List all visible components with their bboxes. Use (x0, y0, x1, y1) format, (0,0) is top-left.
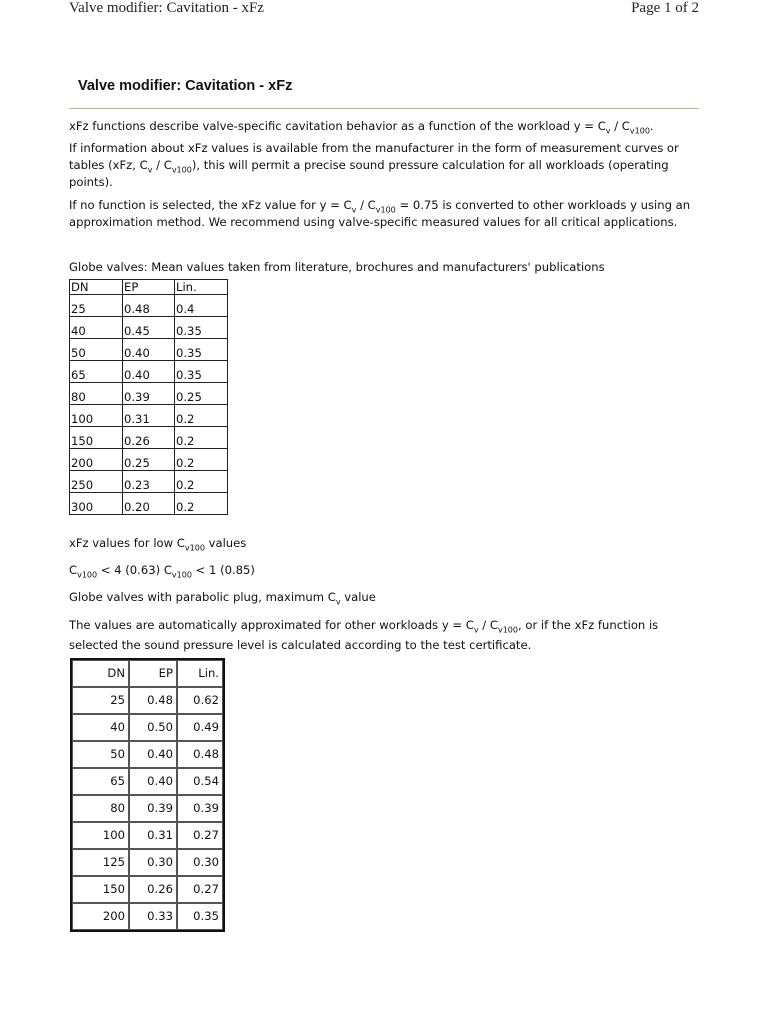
cell-dn: 150 (72, 876, 129, 903)
cell-ep: 0.20 (123, 493, 175, 515)
cell-ep: 0.33 (129, 903, 177, 930)
cell-dn: 50 (72, 741, 129, 768)
header-title: Valve modifier: Cavitation - xFz (69, 0, 264, 16)
column-header-lin: Lin. (177, 660, 223, 687)
intro-paragraph-2: If information about xFz values is available from the manufacturer in the form of measurement curves or tables (xFz, $C_v / C_{v100}$), this will permit a precise sound pressure calculation for all workloads (operating points). (69, 141, 679, 189)
table-row (70, 405, 228, 427)
cell-ep: 0.25 (123, 449, 175, 471)
cell-ep: 0.31 (129, 822, 177, 849)
table-row (72, 687, 223, 714)
document-body (69, 117, 699, 932)
cell-ep: 0.48 (129, 687, 177, 714)
column-header-ep: EP (129, 660, 177, 687)
cell-ep: 0.30 (129, 849, 177, 876)
cell-dn: 200 (72, 903, 129, 930)
title-divider (69, 108, 699, 109)
column-header-dn: DN (70, 280, 123, 295)
page-number: Page 1 of 2 (631, 0, 699, 16)
cell-dn: 125 (72, 849, 129, 876)
intro-paragraph-3: If no function is selected, the xFz value for $y = C_v / C_{v100} = 0.75$ is converted to other workloads y using an approximation method. We recommend using valve-specific measured values for all critical applications. (69, 198, 691, 229)
cell-lin: 0.4 (175, 295, 228, 317)
cell-ep: 0.40 (129, 768, 177, 795)
table-row (70, 295, 228, 317)
table-row (70, 383, 228, 405)
cell-lin: 0.2 (175, 493, 228, 515)
cell-dn: 65 (70, 361, 123, 383)
cell-lin: 0.25 (175, 383, 228, 405)
cell-lin: 0.2 (175, 405, 228, 427)
cell-ep: 0.40 (123, 361, 175, 383)
parabolic-plug-table (70, 658, 225, 932)
cell-lin: 0.49 (177, 714, 223, 741)
globe-table-caption: Globe valves: Mean values taken from literature, brochures and manufacturers' publications (69, 260, 605, 274)
cell-lin: 0.35 (175, 339, 228, 361)
page-header (69, 0, 699, 20)
table-row (70, 361, 228, 383)
table-row (72, 768, 223, 795)
cell-lin: 0.35 (177, 903, 223, 930)
cell-dn: 250 (70, 471, 123, 493)
table-row (70, 493, 228, 515)
table-row (70, 427, 228, 449)
cell-lin: 0.39 (177, 795, 223, 822)
cell-lin: 0.2 (175, 427, 228, 449)
table-row (72, 714, 223, 741)
cell-ep: 0.45 (123, 317, 175, 339)
table-row (70, 317, 228, 339)
cell-ep: 0.26 (129, 876, 177, 903)
cell-lin: 0.54 (177, 768, 223, 795)
cell-dn: 25 (72, 687, 129, 714)
table-row (72, 741, 223, 768)
cell-dn: 100 (72, 822, 129, 849)
cell-lin: 0.27 (177, 822, 223, 849)
low-cv-heading: xFz values for low $C_{v100}$ values (69, 536, 247, 553)
table-row (72, 849, 223, 876)
column-header-lin: Lin. (175, 280, 228, 295)
cell-ep: 0.31 (123, 405, 175, 427)
cell-dn: 50 (70, 339, 123, 361)
table-header-row (72, 660, 223, 687)
cell-ep: 0.23 (123, 471, 175, 493)
intro-paragraph-1: xFz functions describe valve-specific cavitation behavior as a function of the workload $y = C_v / C_{v100}$. (69, 119, 654, 136)
cell-dn: 80 (72, 795, 129, 822)
table-row (72, 876, 223, 903)
cell-dn: 300 (70, 493, 123, 515)
approximation-note: The values are automatically approximated for other workloads $y = C_v / C_{v100}$, or if the xFz function is selected the sound pressure level is calculated according to the test certificate. (69, 618, 659, 652)
cell-lin: 0.35 (175, 317, 228, 339)
cell-dn: 25 (70, 295, 123, 317)
cell-lin: 0.2 (175, 471, 228, 493)
table-row (72, 822, 223, 849)
cell-dn: 40 (70, 317, 123, 339)
cell-dn: 65 (72, 768, 129, 795)
cell-ep: 0.40 (129, 741, 177, 768)
cell-ep: 0.48 (123, 295, 175, 317)
parabolic-plug-caption: Globe valves with parabolic plug, maximum $C_v$ value (69, 590, 376, 607)
page-title: Valve modifier: Cavitation - xFz (78, 78, 293, 94)
cell-ep: 0.26 (123, 427, 175, 449)
cell-dn: 40 (72, 714, 129, 741)
table-row (72, 903, 223, 930)
column-header-dn: DN (72, 660, 129, 687)
low-cv-thresholds: $C_{v100} < 4$ (0.63) $C_{v100} < 1$ (0.85) (69, 563, 255, 580)
cell-lin: 0.35 (175, 361, 228, 383)
cell-lin: 0.2 (175, 449, 228, 471)
column-header-ep: EP (123, 280, 175, 295)
table-row (72, 795, 223, 822)
cell-lin: 0.48 (177, 741, 223, 768)
cell-ep: 0.50 (129, 714, 177, 741)
cell-lin: 0.27 (177, 876, 223, 903)
cell-dn: 200 (70, 449, 123, 471)
globe-valves-table (69, 279, 228, 515)
table-row (70, 471, 228, 493)
table-row (70, 449, 228, 471)
cell-lin: 0.30 (177, 849, 223, 876)
cell-ep: 0.39 (123, 383, 175, 405)
cell-dn: 80 (70, 383, 123, 405)
cell-ep: 0.40 (123, 339, 175, 361)
cell-ep: 0.39 (129, 795, 177, 822)
table-header-row (70, 280, 228, 295)
cell-lin: 0.62 (177, 687, 223, 714)
cell-dn: 150 (70, 427, 123, 449)
cell-dn: 100 (70, 405, 123, 427)
table-row (70, 339, 228, 361)
